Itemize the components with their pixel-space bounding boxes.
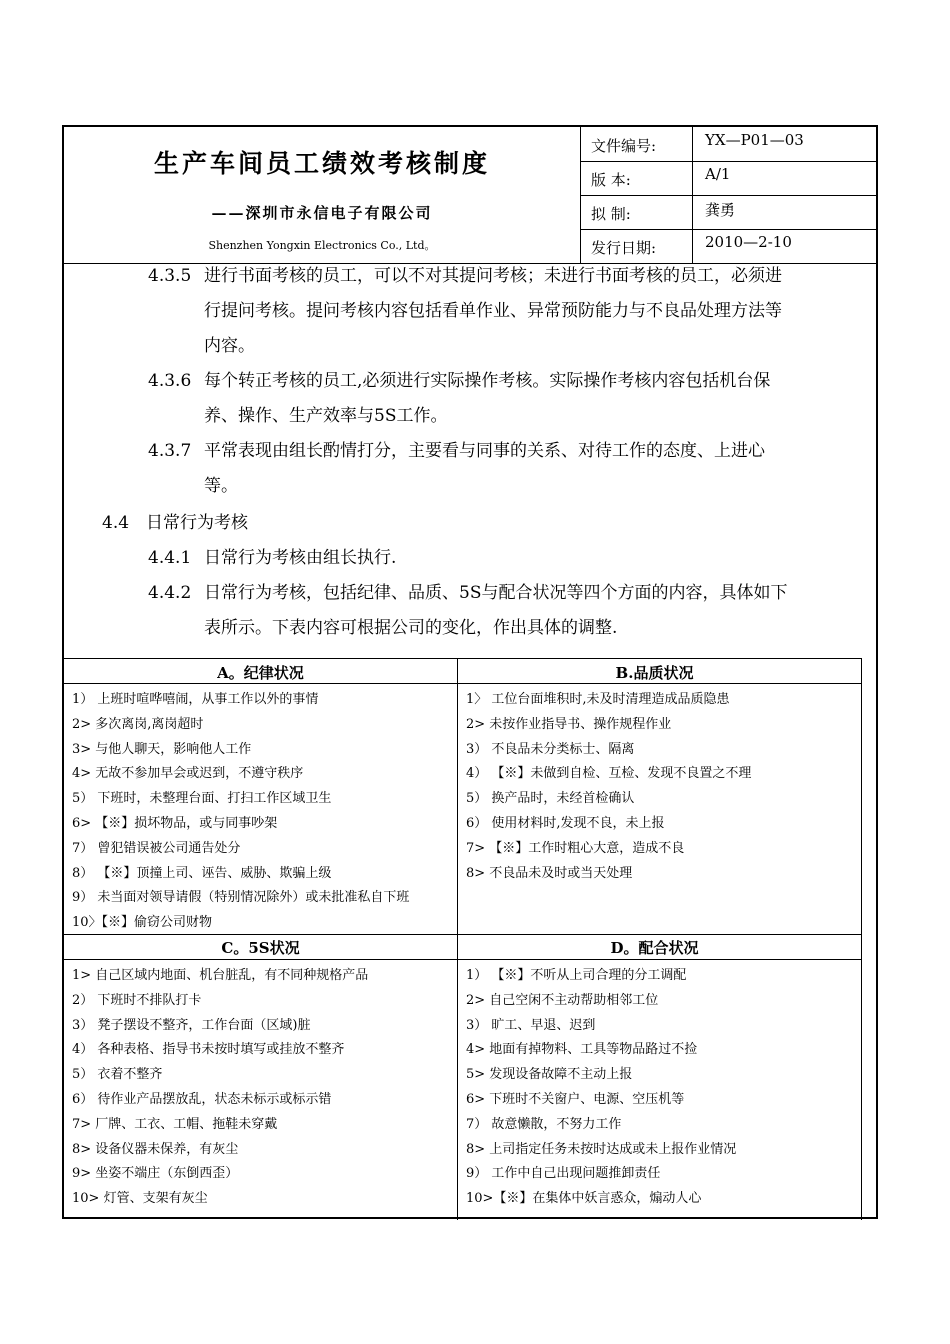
clause-line: 等。	[204, 476, 238, 496]
clause-line: 行提问考核。提问考核内容包括看单作业、异常预防能力与不良品处理方法等	[204, 301, 782, 321]
section-d-title: D。配合状况	[610, 939, 699, 957]
meta-label: 发行日期:	[581, 229, 693, 263]
meta-label: 文件编号:	[581, 127, 693, 161]
company-name-en: Shenzhen Yongxin Electronics Co., Ltd。	[208, 239, 436, 252]
list-item: 1> 自己区域内地面、机台脏乱，有不同种规格产品	[72, 968, 369, 983]
list-item: 7> 【※】工作时粗心大意，造成不良	[466, 840, 685, 856]
list-item: 4） 各种表格、指导书未按时填写或挂放不整齐	[72, 1042, 345, 1058]
list-item: 3> 与他人聊天，影响他人工作	[72, 741, 252, 757]
list-item: 2> 自己空闲不主动帮助相邻工位	[466, 992, 659, 1008]
list-item: 9） 未当面对领导请假（特别情况除外）或未批准私自下班	[72, 890, 410, 906]
clause-line: 表所示。下表内容可根据公司的变化，作出具体的调整.	[204, 618, 618, 638]
list-item: 10> 灯管、支架有灰尘	[72, 1191, 208, 1207]
list-item: 2） 下班时不排队打卡	[72, 992, 202, 1008]
list-item: 8） 【※】顶撞上司、诬告、威胁、欺骗上级	[72, 865, 332, 881]
row-divider	[64, 683, 861, 684]
clause-number: 4.3.7	[148, 441, 192, 461]
meta-row-author	[581, 195, 876, 230]
meta-label: 版 本:	[581, 161, 693, 195]
assessment-table	[64, 658, 862, 1220]
list-item: 4） 【※】未做到自检、互检、发现不良置之不理	[466, 766, 752, 782]
document-title: 生产车间员工绩效考核制度	[153, 149, 490, 178]
clause-line: 养、操作、生产效率与5S工作。	[204, 406, 448, 426]
list-item: 7> 厂牌、工衣、工帽、拖鞋未穿戴	[72, 1116, 278, 1132]
clause-line: 日常行为考核由组长执行.	[204, 548, 397, 568]
meta-value: A/1	[705, 165, 731, 183]
row-divider	[64, 959, 861, 960]
section-heading: 日常行为考核	[146, 513, 248, 533]
meta-value: 2010—2-10	[705, 233, 792, 251]
list-item: 8> 上司指定任务未按时达成或未上报作业情况	[466, 1141, 737, 1157]
list-item: 6） 使用材料时,发现不良，未上报	[466, 816, 665, 831]
clause-line: 内容。	[204, 336, 255, 356]
list-item: 7） 故意懒散，不努力工作	[466, 1116, 622, 1132]
list-item: 3） 凳子摆设不整齐，工作台面（区域)脏	[72, 1017, 311, 1033]
list-item: 1〉 工位台面堆积时,未及时清理造成品质隐患	[466, 692, 730, 707]
list-item: 10>【※】在集体中妖言惑众，煽动人心	[466, 1191, 702, 1207]
section-number: 4.4	[102, 513, 130, 533]
clause-line: 日常行为考核，包括纪律、品质、5S与配合状况等四个方面的内容，具体如下	[204, 583, 788, 603]
list-item: 1） 上班时喧哗嘻闹，从事工作以外的事情	[72, 692, 319, 707]
clause-line: 平常表现由组长酌情打分，主要看与同事的关系、对待工作的态度、上进心	[204, 441, 765, 461]
list-item: 10〉【※】偷窃公司财物	[72, 915, 213, 931]
document-frame	[62, 125, 878, 1219]
clause-line: 进行书面考核的员工，可以不对其提问考核；未进行书面考核的员工，必须进	[204, 266, 782, 286]
list-item: 4> 地面有掉物料、工具等物品路过不捡	[466, 1042, 698, 1058]
meta-value: 龚勇	[705, 201, 736, 219]
list-item: 5） 换产品时，未经首检确认	[466, 791, 635, 807]
list-item: 6> 下班时不关窗户、电源、空压机等	[466, 1092, 685, 1107]
company-name: ——深圳市永信电子有限公司	[211, 204, 433, 222]
title-cell	[64, 127, 581, 263]
list-item: 3） 不良品未分类标士、隔离	[466, 741, 635, 757]
list-item: 3） 旷工、早退、迟到	[466, 1017, 596, 1033]
section-a-title: A。纪律状况	[217, 664, 304, 682]
list-item: 5> 发现设备故障不主动上报	[466, 1067, 633, 1083]
meta-value: YX—P01—03	[705, 131, 804, 149]
list-item: 2> 未按作业指导书、操作规程作业	[466, 716, 672, 732]
row-divider	[64, 934, 861, 935]
document-header	[64, 127, 876, 264]
list-item: 9） 工作中自己出现问题推卸责任	[466, 1166, 661, 1182]
clause-number: 4.4.1	[148, 548, 192, 568]
list-item: 6> 【※】损坏物品，或与同事吵架	[72, 816, 278, 831]
list-item: 5） 衣着不整齐	[72, 1067, 163, 1083]
meta-table	[581, 127, 876, 263]
meta-row-issue-date	[581, 229, 876, 263]
list-item: 2> 多次离岗,离岗超时	[72, 716, 204, 732]
clause-line: 每个转正考核的员工,必须进行实际操作考核。实际操作考核内容包括机台保	[204, 371, 771, 391]
clause-number: 4.4.2	[148, 583, 192, 603]
list-item: 1） 【※】不听从上司合理的分工调配	[466, 968, 687, 983]
section-b-title: B.品质状况	[615, 664, 694, 682]
meta-label: 拟 制:	[581, 195, 693, 229]
meta-row-version	[581, 161, 876, 196]
list-item: 4> 无故不参加早会或迟到，不遵守秩序	[72, 766, 304, 782]
list-item: 6） 待作业产品摆放乱，状态未标示或标示错	[72, 1092, 332, 1107]
meta-row-doc-number	[581, 127, 876, 162]
list-item: 7） 曾犯错误被公司通告处分	[72, 840, 241, 856]
list-item: 5） 下班时，未整理台面、打扫工作区域卫生	[72, 791, 332, 807]
list-item: 8> 设备仪器未保养，有灰尘	[72, 1141, 239, 1157]
list-item: 9> 坐姿不端庄（东倒西歪）	[72, 1166, 239, 1182]
clause-number: 4.3.6	[148, 371, 192, 391]
clause-number: 4.3.5	[148, 266, 192, 286]
section-c-title: C。5S状况	[221, 939, 300, 957]
list-item: 8> 不良品未及时或当天处理	[466, 865, 633, 881]
